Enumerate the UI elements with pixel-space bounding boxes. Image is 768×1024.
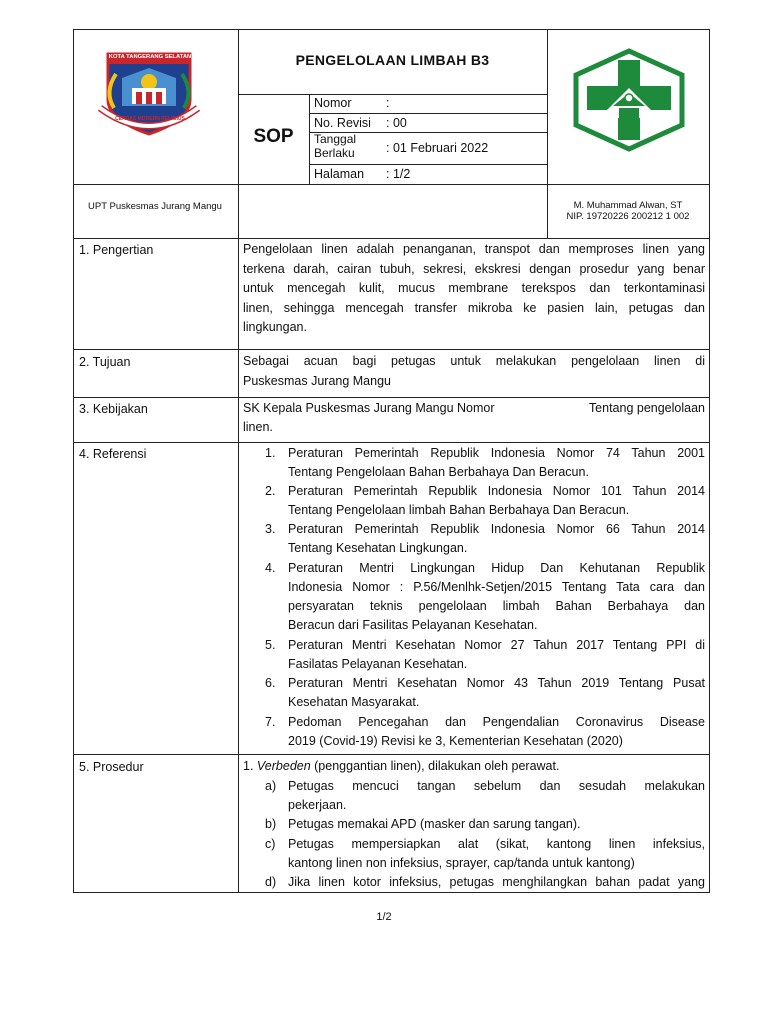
row-divider-2 <box>73 397 710 398</box>
meta-value-nomor: : <box>386 96 390 110</box>
ref-line: 2019 (Covid-19) Revisi ke 3, Kementerian Kesehatan (2020) <box>288 734 623 748</box>
tujuan-line: Puskesmas Jurang Mangu <box>243 374 391 388</box>
body-col-divider <box>238 238 239 893</box>
meta-value-halaman: : 1/2 <box>386 167 411 181</box>
prosedur-sub-line: Petugas memakai APD (masker dan sarung tangan). <box>288 817 581 831</box>
ref-line: Tentang Pengelolaan limbah Bahan Berbahaya Dan Beracun. <box>288 503 630 517</box>
prosedur-sub-line: kantong linen non infeksius, sprayer, cap/tanda untuk kantong) <box>288 856 635 870</box>
kebijakan-text-a: SK Kepala Puskesmas Jurang Mangu Nomor <box>243 401 495 415</box>
pengertian-line: terkena darah, cairan tubuh, sekresi, ekskresi dengan prosedur yang benar <box>243 261 705 276</box>
body-divider <box>73 238 710 239</box>
table-border-right <box>709 29 710 893</box>
ref-number: 5. <box>265 638 276 652</box>
emblem-banner-text: KOTA TANGERANG SELATAN <box>108 54 192 60</box>
prosedur-sub-letter: d) <box>265 875 277 889</box>
ref-line: Beracun dari Fasilitas Pelayanan Kesehatan. <box>288 618 538 632</box>
prosedur-sub-line: Petugas mempersiapkan alat (sikat, kantong linen infeksius, <box>288 837 705 851</box>
signatory-name: M. Muhammad Alwan, ST <box>573 200 683 211</box>
city-emblem <box>94 48 204 140</box>
ref-line: Pedoman Pencegahan dan Pengendalian Coronavirus Disease <box>288 715 705 729</box>
org-name: UPT Puskesmas Jurang Mangu <box>88 201 222 212</box>
meta-value-tanggal: : 01 Februari 2022 <box>386 141 489 155</box>
title-divider <box>238 94 547 95</box>
meta-label-revisi: No. Revisi <box>314 116 371 130</box>
row-divider-4 <box>73 754 710 755</box>
meta-label-halaman: Halaman <box>314 167 365 181</box>
section-label-tujuan: 2. Tujuan <box>79 355 131 369</box>
document-title: PENGELOLAAN LIMBAH B3 <box>295 52 490 68</box>
ref-number: 7. <box>265 715 276 729</box>
header-col-divider-right <box>547 29 548 238</box>
prosedur-sub-line: pekerjaan. <box>288 798 347 812</box>
table-border-left <box>73 29 74 893</box>
ref-number: 4. <box>265 561 276 575</box>
prosedur-sub-letter: b) <box>265 817 277 831</box>
ref-line: Fasilatas Pelayanan Kesehatan. <box>288 657 468 671</box>
header-divider <box>73 184 710 185</box>
meta-divider-1 <box>309 113 547 114</box>
pengertian-line: Pengelolaan linen adalah penanganan, transpot dan memproses linen yang <box>243 242 705 256</box>
pengertian-line: linen, sehingga mencegah transfer mikroba ke pasien lain, petugas dan <box>243 300 705 315</box>
sop-divider <box>309 94 310 185</box>
ref-line: Peraturan Pemerintah Republik Indonesia Nomor 66 Tahun 2014 <box>288 522 705 536</box>
prosedur-step-term: Verbeden <box>256 759 311 773</box>
emblem-motto-text: CERDAS MODERN RELIGIUS <box>115 116 185 122</box>
prosedur-sub-line: Petugas mencuci tangan sebelum dan sesudah melakukan <box>288 779 705 793</box>
ref-number: 3. <box>265 522 276 536</box>
prosedur-sub-letter: c) <box>265 837 276 851</box>
ref-line: Peraturan Pemerintah Republik Indonesia Nomor 101 Tahun 2014 <box>288 484 705 498</box>
row-divider-1 <box>73 349 710 350</box>
section-label-referensi: 4. Referensi <box>79 447 147 461</box>
ref-line: Peraturan Pemerintah Republik Indonesia Nomor 74 Tahun 2001 <box>288 446 705 460</box>
prosedur-step-text: (penggantian linen), dilakukan oleh perawat. <box>310 759 560 773</box>
pengertian-line: lingkungan. <box>243 320 307 334</box>
table-border-top <box>73 29 710 30</box>
ref-line: Peraturan Mentri Kesehatan Nomor 27 Tahun 2017 Tentang PPI di <box>288 638 705 652</box>
ref-line: Peraturan Mentri Lingkungan Hidup Dan Kehutanan Republik <box>288 561 705 575</box>
ref-line: Peraturan Mentri Kesehatan Nomor 43 Tahun 2019 Tentang Pusat <box>288 676 705 690</box>
signatory-nip: NIP. 19720226 200212 1 002 <box>566 211 690 222</box>
ref-line: Indonesia Nomor : P.56/Menlhk-Setjen/2015 Tentang Tata cara dan <box>288 580 705 594</box>
ref-number: 1. <box>265 446 276 460</box>
prosedur-sub-letter: a) <box>265 779 277 793</box>
section-label-kebijakan: 3. Kebijakan <box>79 402 148 416</box>
ref-line: Tentang Pengelolaan Bahan Berbahaya Dan Beracun. <box>288 465 589 479</box>
puskesmas-logo <box>571 48 687 152</box>
meta-divider-3 <box>309 164 547 165</box>
ref-number: 2. <box>265 484 276 498</box>
prosedur-step-number: 1. <box>243 759 254 773</box>
prosedur-step-1 <box>243 757 705 776</box>
sop-label: SOP <box>253 126 294 147</box>
tujuan-line: Sebagai acuan bagi petugas untuk melakukan pengelolaan linen di <box>243 354 705 368</box>
kebijakan-text-c: linen. <box>243 420 273 434</box>
ref-number: 6. <box>265 676 276 690</box>
ref-line: Kesehatan Masyarakat. <box>288 695 420 709</box>
pengertian-line: untuk mencegah kulit, mucus membrane terekspos dan terkontaminasi <box>243 281 705 295</box>
section-label-pengertian: 1. Pengertian <box>79 243 154 257</box>
ref-line: persyaratan teknis pengelolaan limbah Bahan Berbahaya dan <box>288 599 705 613</box>
meta-label-tanggal: Tanggal Berlaku <box>314 132 357 160</box>
section-label-prosedur: 5. Prosedur <box>79 760 144 774</box>
prosedur-sub-line: Jika linen kotor infeksius, petugas menghilangkan bahan padat yang <box>288 875 705 889</box>
ref-line: Tentang Kesehatan Lingkungan. <box>288 541 468 555</box>
kebijakan-text-b: Tentang pengelolaan <box>588 401 705 415</box>
page-number: 1/2 <box>376 911 392 923</box>
meta-label-nomor: Nomor <box>314 96 352 110</box>
row-divider-3 <box>73 442 710 443</box>
meta-value-revisi: : 00 <box>386 116 407 130</box>
